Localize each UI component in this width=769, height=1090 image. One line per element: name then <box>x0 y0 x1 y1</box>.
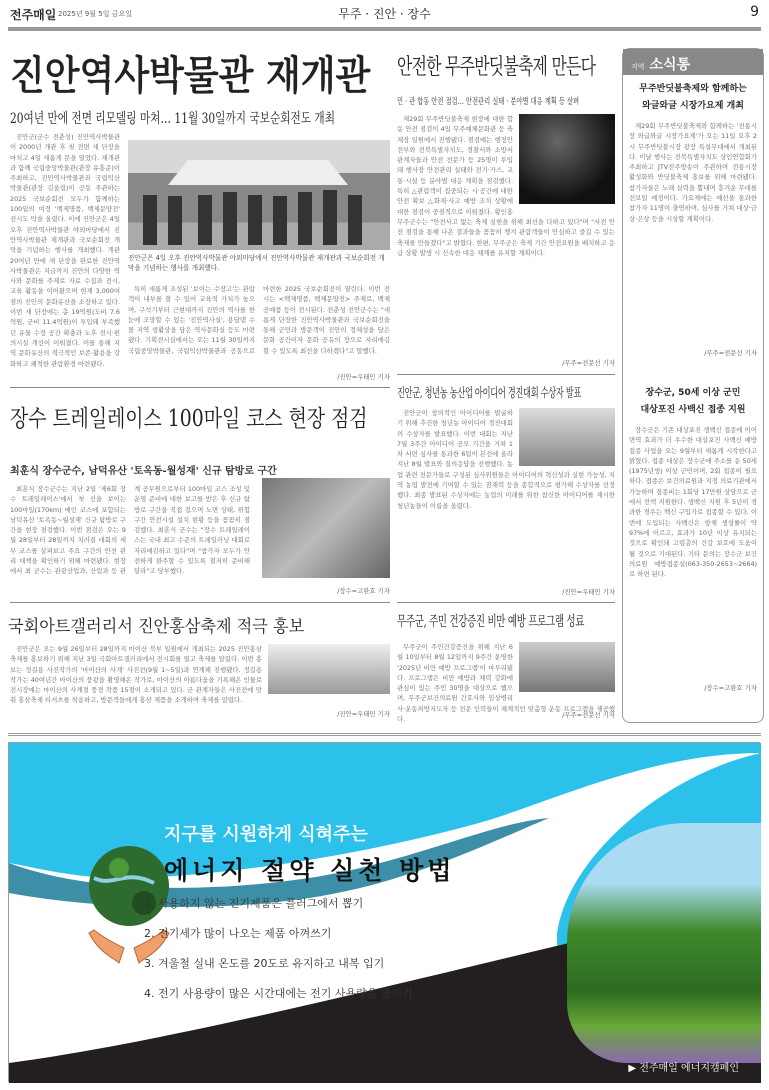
byline: /무주=전문선 기자 <box>562 359 615 367</box>
campaign-name: 전주매일 에너지캠페인 <box>639 1063 739 1074</box>
article-body-container <box>397 114 615 352</box>
headline-museum: 진안역사박물관 재개관 <box>10 53 371 99</box>
byline: /진안=우태민 기자 <box>337 373 390 381</box>
photo-caption: 진안군은 4일 오후 진안역사박물관 야외마당에서 진안역사박물관 재개관과 국보순회전 개막을 기념하는 행사를 개최했다. <box>128 254 385 272</box>
article-body-continued: 특히 새롭게 조성된 '보이는 수장고'는 관람객이 내부를 볼 수 있어 교육적 가치가 높으며, 구석기부터 근현대까지 진안의 역사를 한눈에 조망할 수 있는 '진안역사실', 용담댐 수몰 지역 생활상을 담은 역사문화실 등도 마련됐다. 기획전시실에서는 오는 11월 30일까지 국립중앙박물관, 국립익산박물관과 공동으로 마련한 2025 국보순회전이 열린다. 이번 전시는 <백제명품, 백제문양전> 주제로, 백제 공예품 등이 전시된다. 전춘성 진안군수는 "새롭게 단장한 진안역사박물관과 국보순회전을 통해 군민과 방문객이 진안의 정체성을 담은 문화 공간이자 문화 공유의 장으로 자리매김할 수 있도록 최선을 다하겠다"고 말했다. <box>128 285 390 355</box>
article-body: 제29회 무주반딧불축제 현장에 대한 합동 안전 점검이 4일 무주예체문화관 등 축제장 일원에서 진행됐다. 점검에는 행정안전부와 전북특별자치도, 경찰서와 소방서 관계자들과 안전 전문가 등 25명이 투입돼 행사장 안전관리 실태와 전기·가스, 교통·시설 등 분야별 대응 계획을 점검했다. 특히 △관람객이 집중되는 시·공간에 대한 안전 확보 △화재·사고 예방 조치 상황에 대한 점검이 중점적으로 이뤄졌다. 황인홍 무주군수는 "안전사고 없는 축제 실현을 위해 최선을 다하고 있다"며 "사전 안전 점검을 통해 나온 결과들을 꼼꼼히 챙겨 관람객들이 안심하고 즐길 수 있는 축제를 만들겠다"고 밝혔다. 한편, 무주군은 축제 기간 안전요원을 배치하고 응급 상황 발생 시 신속한 대응 체계를 유지할 계획이다. <box>397 115 615 257</box>
tip-item-1: 1. 사용하지 않는 전기제품은 플러그에서 뽑기 <box>144 897 364 910</box>
headline-ginseng-festival: 국회아트갤러리서 진안홍삼축제 적극 홍보 <box>8 617 305 637</box>
local-news-sidebar <box>622 48 764 723</box>
campaign-label <box>628 1059 739 1074</box>
article-body: 진안군(군수 전춘성) 진안역사박물관이 2000년 개관 후 첫 전면 새 단장을 마치고 4일 새롭게 문을 열었다. 재개관과 함께 국립중앙박물관(관장 유홍준)이 주최하고, 진안역사박물관과 국립익산박물관(관장 김울림)이 공동 주관하는 2025 국보순회전 모두가 함께하는 100일의 여정 '백제명품, 백제문양전' 전시도 막을 올렸다. 이에 진안군은 4일 오후 진안역사박물관 야외마당에서 진안역사박물관 재개관과 국보순회전 개막을 기념하는 행사를 개최했다. 개관 20여년 만에 새 단장을 완료한 진안역사박물관은 지금까지 진안의 다양한 역사와 문화를 주제로 자료 수집과 전시, 교육 활동을 이어왔으며 현재 3,000여점의 진안의 문화유산을 소장하고 있다. 이번 새 단장에는 총 19억원(도비 7.6억원, 군비 11.4억원)이 투입돼 부족했던 유물 수장 공간 확충과 노후 전시·편의시설 개선이 이뤄졌다. 이를 통해 지역 문화유산의 적극적인 보존·활용을 강화하고 쾌적한 관람환경 마련됐다. <box>10 133 120 368</box>
gallery-photo <box>268 644 390 694</box>
ad-title: 에너지 절약 실천 방법 <box>164 856 456 885</box>
issue-date: 2025년 9월 5일 금요일 <box>58 10 132 18</box>
newspaper-brand: 전주매일 <box>10 8 57 22</box>
contest-award-photo <box>519 408 615 466</box>
tip-item-2: 2. 전기세가 많이 나오는 제품 아껴쓰기 <box>144 927 332 940</box>
divider <box>10 602 390 603</box>
group-photo-figures <box>128 140 390 250</box>
museum-ceremony-photo <box>128 140 390 250</box>
brief-body: 제29회 무주반딧불축제와 함께하는 '전통시장 와글와글 시장가요제'가 오는 11일 오후 2시 무주반딧불시장 광장 특설무대에서 개최된다. 이날 행사는 전북특별자치도 상인연합회가 주최하고 JTV전주방송이 주관하며 전통시장 활성화와 반딧불축제 홍보를 위해 마련됐다. 참가자들은 노래 실력을 뽐내며 흥겨운 무대를 선보일 예정이다. 가요제에는 예선을 통과한 참가자 11명이 출연하며, 심사를 거쳐 대상·금상·은상 등을 시상할 계획이다. <box>629 122 757 223</box>
headline-trail-race: 장수 트레일레이스 100마일 코스 현장 점검 <box>10 406 368 432</box>
byline: /무주=전문선 기자 <box>562 711 615 719</box>
brief-title: 와글와글 시장가요제 개최 <box>642 101 744 111</box>
headline-firefly-festival: 안전한 무주반딧불축제 만든다 <box>397 55 596 80</box>
divider <box>397 374 615 375</box>
safety-inspection-photo <box>519 114 615 204</box>
trail-inspection-photo <box>262 478 390 578</box>
sidebar-title: 소식통 <box>649 57 691 73</box>
sidebar-label: 지역 <box>631 63 645 71</box>
ad-tagline: 지구를 시원하게 식혀주는 <box>164 824 368 845</box>
sidebar-header <box>623 49 763 75</box>
divider <box>10 387 390 388</box>
byline: /진안=우태민 기자 <box>337 710 390 718</box>
energy-campaign-ad <box>8 742 760 1082</box>
section-title: 무주 · 진안 · 장수 <box>338 7 431 21</box>
headline-youth-farmer-contest: 진안군, 청년농 농산업 아이디어 경진대회 수상자 발표 <box>397 385 582 400</box>
brief-title: 장수군, 50세 이상 군민 <box>645 388 741 398</box>
byline: /장수=고완호 기자 <box>704 684 757 692</box>
byline: /무주=전문선 기자 <box>704 349 757 357</box>
play-triangle-icon: ▶ <box>628 1063 640 1074</box>
brief-body: 장수군은 기존 대상포진 생백신 접종에 이어 면역 효과가 더 우수한 대상포진 사백신 예방접종 사업을 오는 9월부터 새롭게 시작한다고 밝혔다. 접종 대상은 장수군에 주소를 둔 50세(1975년생) 이상 군민이며, 2회 접종이 필요하다. 접종은 보건의료원과 지정 의료기관에서 가능하며 접종비는 1회당 17만원 상당으로 군에서 전액 지원한다. 생백신 지원 후 5년이 경과한 경우는 백신 구입가로 접종할 수 있다. 이번에 도입되는 사백신은 항체 생성률이 약 97%에 이르고, 효과가 10년 이상 유지되는 것으로 확인돼 고령층의 건강 보호에 도움이 될 것으로 기대된다. 기타 문의는 장수군 보건의료원 예방접종실(063-350-2653~2664)로 하면 된다. <box>629 426 757 579</box>
subheadline-firefly-festival: 민 · 관 합동 안전 점검… 안전관리 실태 · 분야별 대응 계획 등 살펴 <box>397 97 580 107</box>
article-body: 최훈식 장수군수는 지난 2일 '제6회 장수 트레일레이스'에서 첫 선을 보이는 100마일(170km) 메인 코스에 포함되는 남덕유산 '토옥동~월성재' 신규 탐방로 구간을 현장 점검했다. 이번 점검은 오는 9월 28일부터 28일까지 치러질 대회의 세부 코스를 살펴보고 주요 구간의 안전 관리 대책을 확인하기 위해 마련됐다. 현장에서 최 군수는 관광산업과, 산림과 등 관계 공무원으로부터 100마일 코스 조성 및 운영 준비에 대한 보고를 받은 후 신규 탐방로 구간을 직접 걸으며 노면 상태, 위험구간 안전시설 설치 현황 등을 꼼꼼히 점검했다. 최훈식 군수는 "장수 트레일레이스는 국내 최고 수준의 트레일러닝 대회로 자리매김하고 있다"며 "참가자 모두가 안전하게 완주할 수 있도록 철저히 준비해 달라"고 당부했다. <box>10 485 250 576</box>
article-body-container <box>397 408 615 583</box>
subheadline-museum: 20여년 만에 전면 리모델링 마쳐… 11월 30일까지 국보순회전도 개최 <box>10 111 335 127</box>
article-body: 진안군은 오는 9월 26일부터 28일까지 마이산 북부 일원에서 개최되는 2025 진안홍삼축제를 홍보하기 위해 지난 3일 국회아트갤러리에서 전시회를 열고 축제를 알렸다. 이번 홍보는 정길용 사진작가의 '마이산의 사계' 사진전(9월 1~5일)과 연계해 진행됐다. 정길용 작가는 40여년간 마이산의 풍광을 촬영해온 작가로, 마이산의 아름다움을 기록해온 인물로 전시장에는 마이산의 사계절 풍경 작품 15점이 소개되고 있다. 군 관계자들은 사진전에 맞춰 홍삼축제 티셔츠를 착용하고, 방문객들에게 홍삼 제품을 소개하며 축제를 알렸다. <box>10 645 262 705</box>
article-body: 진안군이 창의적인 아이디어를 발굴하기 위해 추진한 청년농 아이디어 경진대회의 수상자를 발표했다. 이번 대회는 지난 7월 3주간 아이디어 공모 기간을 거쳐 1차 서면 심사를 통과한 6팀이 본선에 올라 지난 8월 발표와 질의응답을 진행했다. 농업 관련 전문가들로 구성된 심사위원들은 아이디어의 혁신성과 실현 가능성, 지역 농업 발전에 기여할 수 있는 잠재력 등을 종합적으로 평가해 수상자를 선정했다. 최종 발표된 수상자에는 농업의 미래를 위한 참신한 아이디어를 제시한 청년농들이 이름을 올렸다. <box>397 409 615 510</box>
subheadline-trail-race: 최훈식 장수군수, 남덕유산 '토옥동-월성재' 신규 탐방로 구간 <box>10 466 277 477</box>
ad-divider <box>8 733 761 736</box>
byline: /장수=고완호 기자 <box>337 587 390 595</box>
divider <box>397 602 615 603</box>
tip-item-3: 3. 겨울철 실내 온도를 20도로 유지하고 내복 입기 <box>144 957 385 970</box>
byline: /진안=우태민 기자 <box>562 588 615 596</box>
brief-title: 대상포진 사백신 접종 지원 <box>640 405 746 415</box>
brief-title: 무주반딧불축제와 함께하는 <box>639 84 747 94</box>
health-program-photo <box>519 642 615 692</box>
headline-obesity-program: 무주군, 주민 건강증진 비만 예방 프로그램 성료 <box>397 614 585 630</box>
article-body: 무주군이 주민건강증진을 위해 지난 6월 10일부터 8월 12일까지 9주간 운영한 '2025년 비만 예방 프로그램'이 마무리됐다. 프로그램은 비만 예방과 체력 강화에 관심이 있는 주민 30명을 대상으로 했으며, 무주군보건의료원 간호사와 임상병리사·운동처방지도자 등 전문 인력들이 체계적인 맞춤형 운동 프로그램을 제공했다. <box>397 643 615 724</box>
header-rule <box>8 27 761 31</box>
article-body-container <box>10 644 390 706</box>
page-number: 9 <box>750 4 759 20</box>
tip-item-4: 4. 전기 사용량이 많은 시간대에는 전기 사용량을 줄이기 <box>144 987 413 1000</box>
